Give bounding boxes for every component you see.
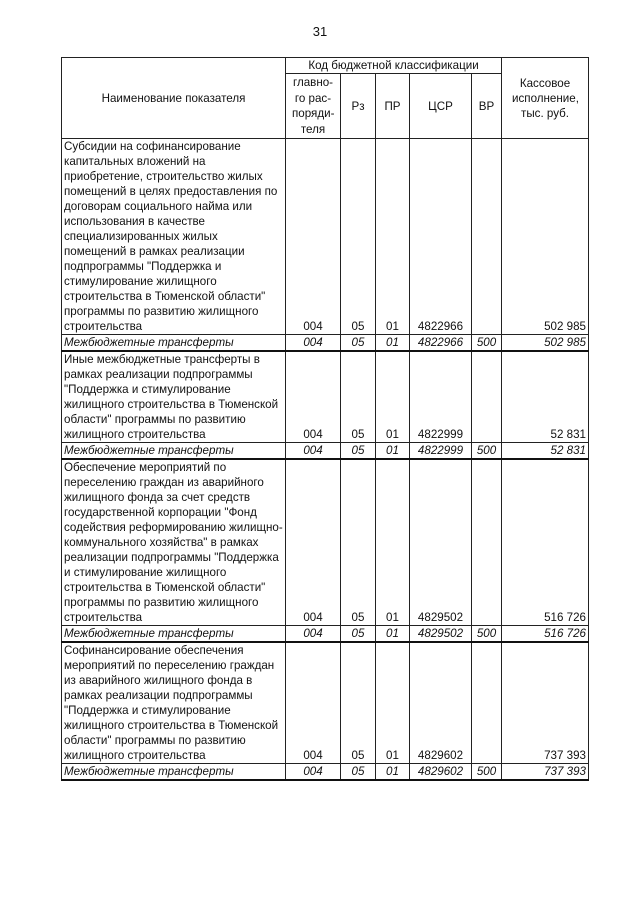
cell-csr: 4829602 — [410, 764, 472, 781]
cell-name: Межбюджетные трансферты — [62, 626, 286, 643]
header-gl: главно-го рас-поряди-теля — [286, 74, 341, 139]
cell-vr: 500 — [472, 626, 502, 643]
cell-gl: 004 — [286, 626, 341, 643]
header-csr: ЦСР — [410, 74, 472, 139]
cell-csr: 4822966 — [410, 139, 472, 335]
cell-name: Иные межбюджетные трансферты в рамках реализации подпрограммы "Поддержка и стимулирование жилищного строительства в Тюменской области" программы по развитию жилищного строительства — [62, 351, 286, 443]
cell-pr: 01 — [376, 335, 410, 352]
cell-gl: 004 — [286, 139, 341, 335]
cell-csr: 4822966 — [410, 335, 472, 352]
header-rz: Рз — [341, 74, 376, 139]
cell-sum: 516 726 — [502, 626, 589, 643]
cell-rz: 05 — [341, 764, 376, 781]
table-row — [62, 139, 589, 335]
cell-gl: 004 — [286, 351, 341, 443]
cell-pr: 01 — [376, 764, 410, 781]
cell-csr: 4829502 — [410, 459, 472, 626]
table-row-transfer — [62, 335, 589, 352]
cell-vr — [472, 459, 502, 626]
cell-name: Обеспечение мероприятий по переселению граждан из аварийного жилищного фонда за счет средств государственной корпорации "Фонд содействия реформированию жилищно-коммунального хозяйства" в рамках реализации подпрограммы "Поддержка и стимулирование жилищного строительства в Тюменской области" программы по развитию жилищного строительства — [62, 459, 286, 626]
table-row — [62, 351, 589, 443]
header-vr: ВР — [472, 74, 502, 139]
cell-pr: 01 — [376, 642, 410, 764]
cell-sum: 737 393 — [502, 764, 589, 781]
cell-gl: 004 — [286, 459, 341, 626]
cell-vr — [472, 351, 502, 443]
cell-csr: 4829602 — [410, 642, 472, 764]
cell-pr: 01 — [376, 443, 410, 460]
cell-sum: 516 726 — [502, 459, 589, 626]
table-row — [62, 459, 589, 626]
cell-csr: 4822999 — [410, 351, 472, 443]
header-name: Наименование показателя — [62, 58, 286, 139]
cell-pr: 01 — [376, 139, 410, 335]
budget-table — [61, 57, 589, 781]
cell-rz: 05 — [341, 139, 376, 335]
cell-rz: 05 — [341, 335, 376, 352]
cell-rz: 05 — [341, 351, 376, 443]
header-sum: Кассовое исполнение, тыс. руб. — [502, 58, 589, 139]
table-row-transfer — [62, 626, 589, 643]
cell-csr: 4822999 — [410, 443, 472, 460]
cell-sum: 52 831 — [502, 443, 589, 460]
header-code-group: Код бюджетной классификации — [286, 58, 502, 74]
cell-gl: 004 — [286, 642, 341, 764]
cell-vr: 500 — [472, 764, 502, 781]
cell-name: Межбюджетные трансферты — [62, 443, 286, 460]
cell-rz: 05 — [341, 443, 376, 460]
cell-sum: 52 831 — [502, 351, 589, 443]
cell-vr — [472, 642, 502, 764]
cell-vr: 500 — [472, 443, 502, 460]
cell-rz: 05 — [341, 626, 376, 643]
cell-vr — [472, 139, 502, 335]
cell-sum: 502 985 — [502, 139, 589, 335]
table-row-transfer — [62, 764, 589, 781]
cell-name: Межбюджетные трансферты — [62, 764, 286, 781]
cell-vr: 500 — [472, 335, 502, 352]
cell-pr: 01 — [376, 626, 410, 643]
table-row-transfer — [62, 443, 589, 460]
cell-pr: 01 — [376, 351, 410, 443]
cell-csr: 4829502 — [410, 626, 472, 643]
cell-name: Софинансирование обеспечения мероприятий по переселению граждан из аварийного жилищного фонда в рамках реализации подпрограммы "Поддержка и стимулирование жилищного строительства в Тюменской области" программы по развитию жилищного строительства — [62, 642, 286, 764]
cell-rz: 05 — [341, 642, 376, 764]
cell-gl: 004 — [286, 335, 341, 352]
cell-rz: 05 — [341, 459, 376, 626]
cell-name: Субсидии на софинансирование капитальных вложений на приобретение, строительство жилых помещений в целях предоставления по договорам социального найма или использования в качестве специализированных жилых помещений в рамках реализации подпрограммы "Поддержка и стимулирование жилищного строительства в Тюменской области" программы по развитию жилищного строительства — [62, 139, 286, 335]
table-row — [62, 642, 589, 764]
cell-name: Межбюджетные трансферты — [62, 335, 286, 352]
cell-sum: 502 985 — [502, 335, 589, 352]
cell-pr: 01 — [376, 459, 410, 626]
cell-gl: 004 — [286, 764, 341, 781]
cell-sum: 737 393 — [502, 642, 589, 764]
cell-gl: 004 — [286, 443, 341, 460]
header-pr: ПР — [376, 74, 410, 139]
page-number: 31 — [312, 24, 328, 39]
